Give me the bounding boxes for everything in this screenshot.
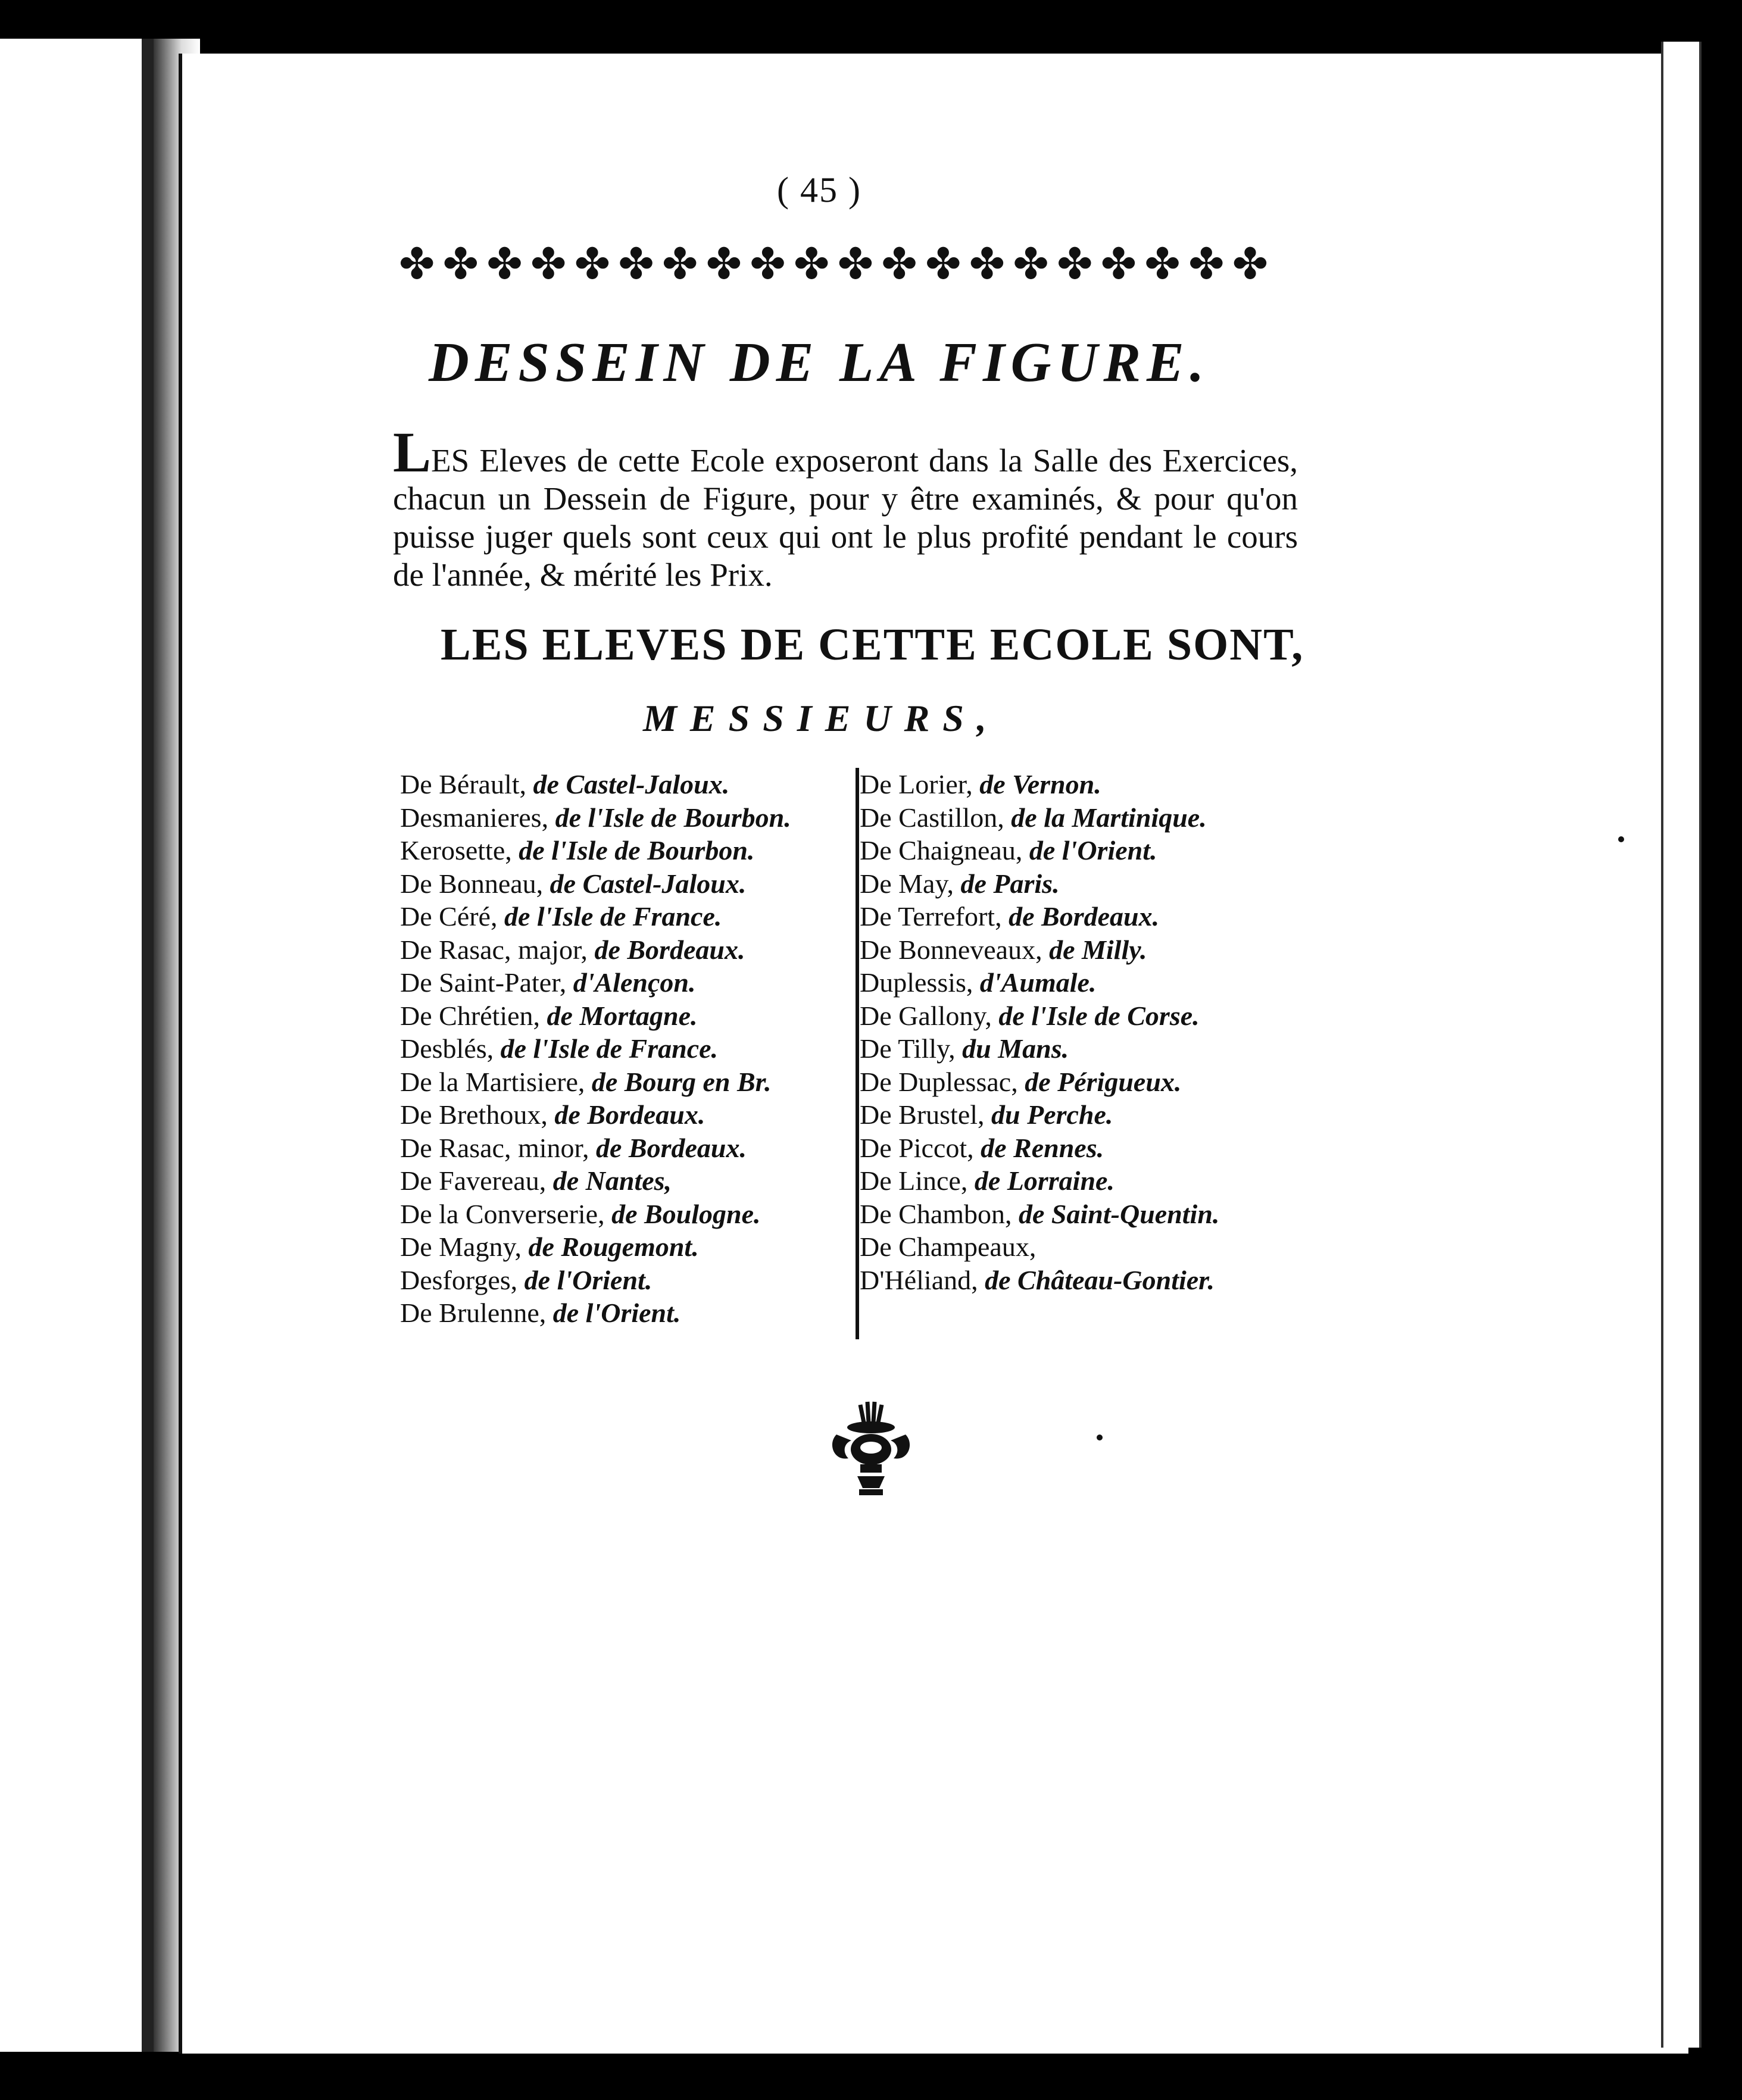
student-name: De Brulenne, (400, 1298, 547, 1328)
student-name: De Duplessac, (860, 1066, 1018, 1097)
student-name: De Chaigneau, (860, 835, 1023, 865)
student-entry (400, 1065, 853, 1099)
intro-paragraph (393, 420, 1298, 594)
student-origin: de Milly. (1049, 934, 1147, 965)
student-entry (400, 1098, 853, 1132)
student-entry (860, 933, 1348, 967)
student-origin: de Rougemont. (528, 1232, 699, 1262)
student-name: De Tilly, (860, 1033, 956, 1064)
student-name: De Bérault, (400, 769, 527, 799)
student-name: De Favereau, (400, 1165, 547, 1196)
student-name: De Gallony, (860, 1000, 992, 1031)
student-name: De Brustel, (860, 1099, 985, 1130)
ornament-flower-icon (575, 247, 616, 289)
student-name: De Rasac, major, (400, 934, 588, 965)
ornament-flower-icon (530, 247, 572, 289)
student-entry (860, 900, 1348, 933)
student-entry (860, 999, 1348, 1033)
ornament-flower-icon (486, 247, 528, 289)
student-name: Kerosette, (400, 835, 512, 865)
ink-speck (1097, 1435, 1103, 1440)
student-name: Desblés, (400, 1033, 494, 1064)
student-origin: de l'Isle de Bourbon. (519, 835, 755, 865)
ornament-flower-icon (750, 247, 791, 289)
ornament-flower-icon (618, 247, 660, 289)
student-origin: de Rennes. (981, 1132, 1104, 1163)
ornament-flower-icon (838, 247, 879, 289)
student-origin: de Château-Gontier. (985, 1264, 1215, 1295)
student-entry (400, 999, 853, 1033)
ornament-flower-icon (399, 247, 441, 289)
ornament-flower-icon (706, 247, 748, 289)
ornament-flower-icon (881, 247, 923, 289)
student-origin: de l'Orient. (552, 1298, 681, 1328)
student-name: De Lince, (860, 1165, 968, 1196)
column-divider (856, 768, 859, 1339)
student-name: De Rasac, minor, (400, 1132, 589, 1163)
student-origin: de Paris. (960, 868, 1060, 899)
student-name: De May, (860, 868, 954, 899)
student-name: D'Héliand, (860, 1264, 978, 1295)
student-name: Desforges, (400, 1264, 518, 1295)
student-entry (860, 1065, 1348, 1099)
student-entry (400, 834, 853, 867)
student-name: De Magny, (400, 1232, 522, 1262)
student-origin: de Bordeaux. (554, 1099, 705, 1130)
ornament-flower-icon (1144, 247, 1186, 289)
student-origin: de Nantes, (552, 1165, 672, 1196)
student-origin: de Castel-Jaloux. (550, 868, 747, 899)
student-name: De Terrefort, (860, 901, 1002, 932)
student-entry (860, 801, 1348, 835)
list-heading: LES ELEVES DE CETTE ECOLE SONT, (441, 620, 1304, 670)
student-entry (860, 1164, 1348, 1198)
student-entry (400, 1296, 853, 1330)
student-entry (400, 1264, 853, 1297)
student-name: De Bonneveaux, (860, 934, 1042, 965)
student-entry (400, 1198, 853, 1231)
page-number: ( 45 ) (777, 170, 861, 210)
student-entry (400, 1164, 853, 1198)
students-list-left (400, 768, 853, 1330)
student-entry (400, 768, 853, 801)
student-name: De Champeaux, (860, 1232, 1037, 1262)
student-entry (400, 801, 853, 835)
student-origin: de l'Isle de Bourbon. (555, 802, 791, 833)
student-name: Duplessis, (860, 967, 973, 998)
ornament-flower-icon (969, 247, 1011, 289)
student-origin: de l'Isle de France. (500, 1033, 719, 1064)
student-origin: de Vernon. (979, 769, 1101, 799)
student-name: De Céré, (400, 901, 498, 932)
student-name: De Bonneau, (400, 868, 544, 899)
ornament-flower-icon (794, 247, 835, 289)
student-name: De Chrétien, (400, 1000, 541, 1031)
ornament-flower-icon (925, 247, 967, 289)
student-origin: d'Aumale. (979, 967, 1097, 998)
student-name: De la Martisiere, (400, 1066, 585, 1097)
ornament-flower-icon (662, 247, 704, 289)
student-entry (860, 1230, 1348, 1264)
student-origin: du Mans. (962, 1033, 1069, 1064)
salutation: MESSIEURS, (643, 697, 1000, 739)
student-entry (400, 867, 853, 901)
student-entry (400, 933, 853, 967)
student-origin: de Saint-Quentin. (1019, 1198, 1220, 1229)
student-origin: de Castel-Jaloux. (533, 769, 730, 799)
student-origin: de Lorraine. (974, 1165, 1114, 1196)
student-entry (860, 1132, 1348, 1165)
student-entry (860, 1032, 1348, 1065)
student-origin: de l'Orient. (1029, 835, 1157, 865)
student-origin: de Bordeaux. (594, 934, 745, 965)
student-entry (400, 966, 853, 999)
student-origin: de Mortagne. (547, 1000, 698, 1031)
student-name: De la Converserie, (400, 1198, 605, 1229)
student-entry (860, 867, 1348, 901)
student-origin: de Bordeaux. (596, 1132, 747, 1163)
book-gutter (142, 39, 154, 2052)
fleuron-vase-icon (825, 1399, 920, 1500)
student-entry (860, 1098, 1348, 1132)
student-origin: de l'Isle de Corse. (998, 1000, 1200, 1031)
ornament-flower-icon (1232, 247, 1274, 289)
student-origin: du Perche. (991, 1099, 1113, 1130)
student-origin: de Boulogne. (611, 1198, 761, 1229)
facing-page-edge (0, 39, 142, 2052)
student-origin: d'Alençon. (573, 967, 696, 998)
ornament-flower-icon (1101, 247, 1142, 289)
student-name: De Castillon, (860, 802, 1004, 833)
student-entry (400, 1032, 853, 1065)
drop-cap: L (393, 420, 432, 484)
ornament-flower-icon (443, 247, 485, 289)
student-entry (860, 768, 1348, 801)
student-name: De Saint-Pater, (400, 967, 567, 998)
section-title: DESSEIN DE LA FIGURE. (429, 332, 1210, 393)
intro-text: ES Eleves de cette Ecole exposeront dans la Salle des Exercices, chacun un Dessein de Figure, pour y être examinés, & pour qu'on puisse juger quels sont ceux qui ont le plus profité pendant le cours de l'année, & mérité les Prix. (393, 442, 1298, 593)
student-origin: de Périgueux. (1025, 1066, 1182, 1097)
student-name: De Lorier, (860, 769, 973, 799)
student-origin: de l'Isle de France. (504, 901, 722, 932)
student-name: De Brethoux, (400, 1099, 548, 1130)
student-entry (400, 1132, 853, 1165)
student-entry (400, 900, 853, 933)
student-origin: de Bourg en Br. (591, 1066, 772, 1097)
ornament-band (399, 238, 1274, 298)
ornament-flower-icon (1013, 247, 1054, 289)
students-list-right (860, 768, 1348, 1296)
student-entry (400, 1230, 853, 1264)
student-entry (860, 834, 1348, 867)
student-origin: de la Martinique. (1011, 802, 1207, 833)
student-name: De Chambon, (860, 1198, 1012, 1229)
student-name: Desmanieres, (400, 802, 549, 833)
student-origin: de l'Orient. (524, 1264, 653, 1295)
ink-speck (1618, 836, 1624, 842)
student-entry (860, 966, 1348, 999)
student-entry (860, 1264, 1348, 1297)
student-entry (860, 1198, 1348, 1231)
student-name: De Piccot, (860, 1132, 974, 1163)
ornament-flower-icon (1057, 247, 1098, 289)
student-origin: de Bordeaux. (1009, 901, 1160, 932)
ornament-flower-icon (1188, 247, 1230, 289)
page-edge-right (1661, 42, 1702, 2048)
